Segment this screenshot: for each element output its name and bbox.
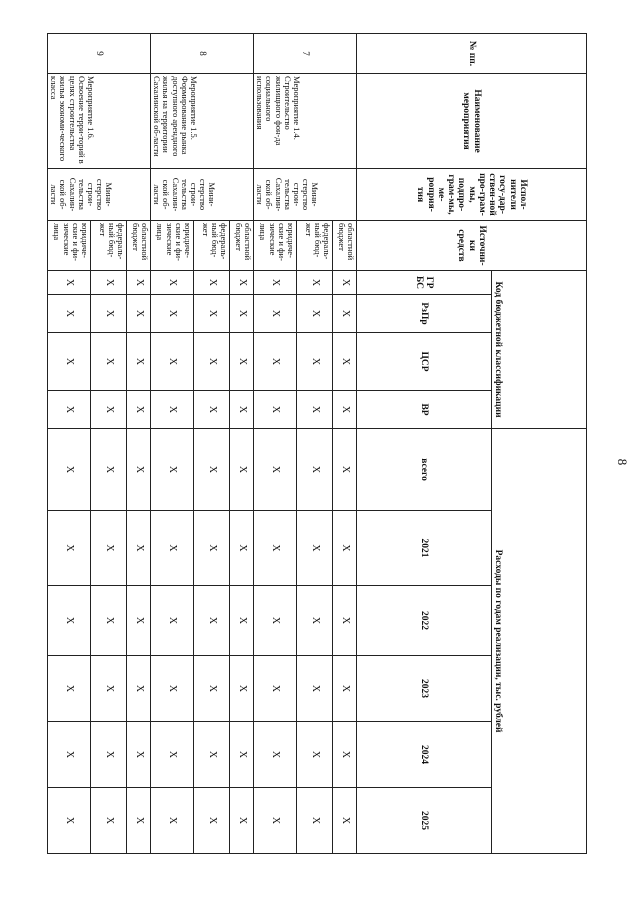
cell-2023: X (297, 656, 333, 722)
table-row (230, 34, 254, 854)
cell-rzpr: X (151, 295, 194, 333)
cell-2021: X (297, 511, 333, 586)
cell-csr: X (297, 333, 333, 391)
cell-total: X (194, 429, 230, 511)
table-row (333, 34, 357, 854)
header-budget-classification: Код бюджетной классификации (492, 271, 587, 429)
cell-csr: X (48, 333, 91, 391)
measure-name: Мероприятие 1.5. Формирование рынка доступного арендного жилья на территории Сахалинской об-ласти (151, 74, 254, 169)
funding-source: областной бюджет (333, 221, 357, 271)
cell-2021: X (230, 511, 254, 586)
cell-2022: X (91, 586, 127, 656)
cell-2024: X (127, 722, 151, 788)
funding-source: юридиче-ские и фи-зические лица (151, 221, 194, 271)
cell-2022: X (127, 586, 151, 656)
cell-csr: X (254, 333, 297, 391)
cell-vr: X (91, 391, 127, 429)
cell-2025: X (91, 788, 127, 854)
cell-vr: X (127, 391, 151, 429)
cell-2023: X (194, 656, 230, 722)
cell-2025: X (254, 788, 297, 854)
measure-name: Мероприятие 1.4. Строительство жилищного фон-да социального использования (254, 74, 357, 169)
cell-vr: X (254, 391, 297, 429)
cell-2024: X (194, 722, 230, 788)
page-number: 8 (615, 458, 630, 466)
cell-2024: X (91, 722, 127, 788)
cell-rzpr: X (91, 295, 127, 333)
cell-2021: X (91, 511, 127, 586)
cell-csr: X (230, 333, 254, 391)
cell-2024: X (297, 722, 333, 788)
cell-2024: X (333, 722, 357, 788)
cell-grbs: X (333, 271, 357, 295)
cell-2021: X (254, 511, 297, 586)
cell-vr: X (151, 391, 194, 429)
cell-total: X (91, 429, 127, 511)
header-rzpr: РзПр (357, 295, 492, 333)
cell-2024: X (230, 722, 254, 788)
cell-vr: X (194, 391, 230, 429)
cell-grbs: X (297, 271, 333, 295)
cell-total: X (297, 429, 333, 511)
measure-name: Мероприятие 1.6. Освоение терри-торий в целях строительства жилья экономи-ческого класса (48, 74, 151, 169)
cell-2023: X (254, 656, 297, 722)
cell-2024: X (48, 722, 91, 788)
header-row-top (492, 34, 587, 854)
cell-vr: X (297, 391, 333, 429)
cell-2022: X (230, 586, 254, 656)
cell-2021: X (151, 511, 194, 586)
cell-2022: X (48, 586, 91, 656)
cell-2021: X (333, 511, 357, 586)
cell-2021: X (127, 511, 151, 586)
executor: Мини-стерство строи-тельства Сахалин-ской об-ласти (254, 169, 357, 221)
cell-total: X (230, 429, 254, 511)
header-expenses-by-year: Расходы по годам реализации, тыс. рублей (492, 429, 587, 854)
cell-rzpr: X (194, 295, 230, 333)
header-grbs: ГР БС (357, 271, 492, 295)
row-number: 8 (151, 34, 254, 74)
row-number: 7 (254, 34, 357, 74)
header-executor: Испол-нители госу-дар-ствен-ной про-грам-мы, подпро-грам-мы, ме-роприя-тия (357, 169, 587, 221)
budget-table (47, 33, 587, 854)
table-row (127, 34, 151, 854)
header-year-2024: 2024 (357, 722, 492, 788)
cell-2022: X (194, 586, 230, 656)
cell-rzpr: X (297, 295, 333, 333)
cell-2025: X (48, 788, 91, 854)
funding-source: федераль-ный бюд-жет (194, 221, 230, 271)
cell-total: X (151, 429, 194, 511)
funding-source: федераль-ный бюд-жет (297, 221, 333, 271)
cell-rzpr: X (333, 295, 357, 333)
cell-vr: X (230, 391, 254, 429)
header-year-2022: 2022 (357, 586, 492, 656)
cell-2024: X (151, 722, 194, 788)
funding-source: федераль-ный бюд-жет (91, 221, 127, 271)
header-csr: ЦСР (357, 333, 492, 391)
cell-2022: X (297, 586, 333, 656)
cell-grbs: X (127, 271, 151, 295)
cell-2025: X (230, 788, 254, 854)
cell-total: X (48, 429, 91, 511)
rotated-table-container (49, 33, 587, 853)
header-num: № пп. (357, 34, 587, 74)
cell-csr: X (151, 333, 194, 391)
cell-rzpr: X (230, 295, 254, 333)
executor: Мини-стерство строи-тельства Сахалин-ской об-ласти (48, 169, 151, 221)
cell-2023: X (230, 656, 254, 722)
cell-2023: X (333, 656, 357, 722)
funding-source: областной бюджет (127, 221, 151, 271)
cell-2023: X (127, 656, 151, 722)
cell-csr: X (194, 333, 230, 391)
cell-grbs: X (254, 271, 297, 295)
cell-rzpr: X (127, 295, 151, 333)
cell-2025: X (151, 788, 194, 854)
cell-csr: X (127, 333, 151, 391)
cell-2021: X (48, 511, 91, 586)
cell-grbs: X (151, 271, 194, 295)
cell-grbs: X (230, 271, 254, 295)
cell-2022: X (333, 586, 357, 656)
cell-grbs: X (194, 271, 230, 295)
header-year-2021: 2021 (357, 511, 492, 586)
cell-total: X (333, 429, 357, 511)
cell-rzpr: X (48, 295, 91, 333)
cell-2025: X (127, 788, 151, 854)
cell-2021: X (194, 511, 230, 586)
cell-2024: X (254, 722, 297, 788)
cell-csr: X (333, 333, 357, 391)
cell-csr: X (91, 333, 127, 391)
cell-grbs: X (48, 271, 91, 295)
cell-2025: X (297, 788, 333, 854)
executor: Мини-стерство строи-тельства Сахалин-ской об-ласти (151, 169, 254, 221)
header-year-2023: 2023 (357, 656, 492, 722)
cell-total: X (254, 429, 297, 511)
cell-2023: X (151, 656, 194, 722)
cell-2025: X (333, 788, 357, 854)
header-year-2025: 2025 (357, 788, 492, 854)
cell-2023: X (48, 656, 91, 722)
cell-vr: X (333, 391, 357, 429)
header-name: Наименование мероприятия (357, 74, 587, 169)
cell-2022: X (151, 586, 194, 656)
cell-vr: X (48, 391, 91, 429)
header-source: Источни-ки средств (357, 221, 587, 271)
cell-2023: X (91, 656, 127, 722)
row-number: 9 (48, 34, 151, 74)
cell-2025: X (194, 788, 230, 854)
funding-source: юридиче-ские и фи-зические лица (254, 221, 297, 271)
cell-total: X (127, 429, 151, 511)
funding-source: областной бюджет (230, 221, 254, 271)
funding-source: юридиче-ские и фи-зические лица (48, 221, 91, 271)
header-vr: ВР (357, 391, 492, 429)
header-total: всего (357, 429, 492, 511)
cell-rzpr: X (254, 295, 297, 333)
cell-2022: X (254, 586, 297, 656)
cell-grbs: X (91, 271, 127, 295)
